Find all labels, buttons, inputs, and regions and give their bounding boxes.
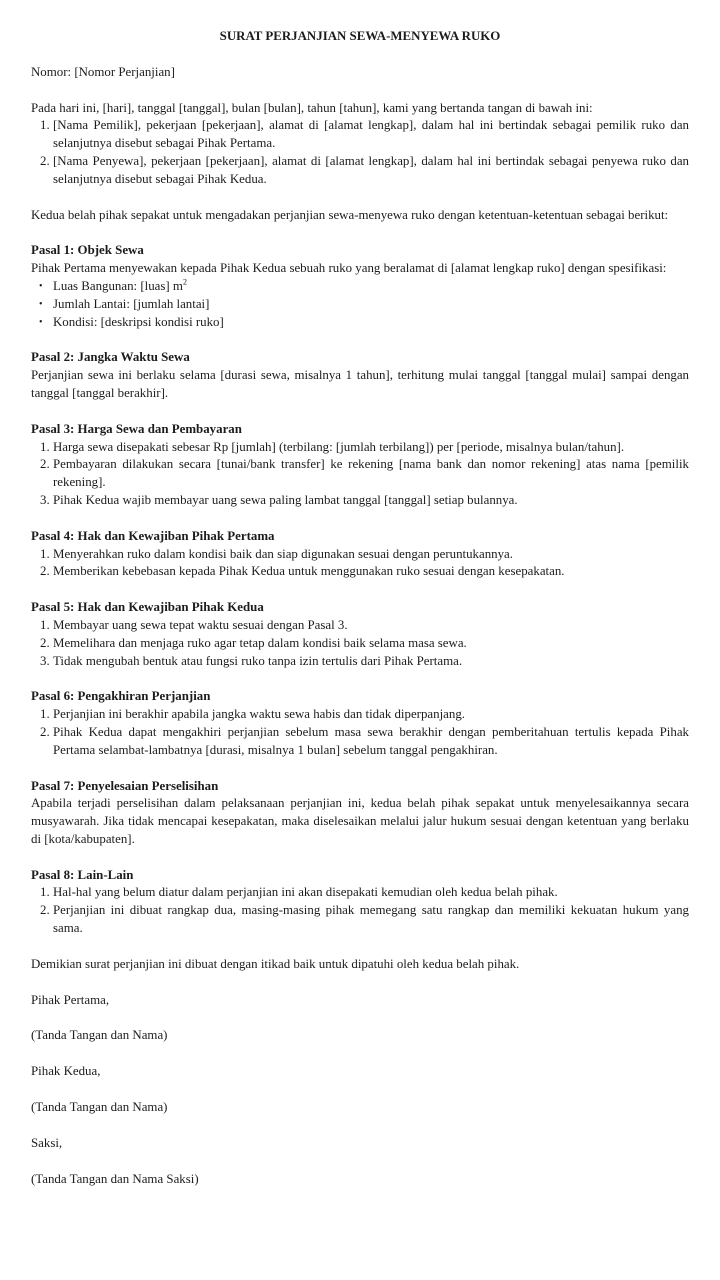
pasal-3-section (31, 421, 689, 510)
pasal-6-section (31, 688, 689, 759)
list-number: 2. (40, 564, 50, 579)
saksi-label: Saksi, (31, 1135, 63, 1150)
list-number: 1. (40, 707, 50, 722)
document (31, 28, 689, 1188)
section-heading: Pasal 2: Jangka Waktu Sewa (31, 350, 190, 365)
list-number: 1. (40, 439, 50, 454)
document-title: SURAT PERJANJIAN SEWA-MENYEWA RUKO (219, 29, 501, 43)
list-item: 2. Pihak Kedua dapat mengakhiri perjanjian sebelum masa sewa berakhir dengan pemberitahuan tertulis kepada Pihak Pertama selambat-lambatnya [durasi, misalnya 1 bulan] sebelum tanggal pengakhiran. (40, 724, 689, 757)
list-number: 1. (40, 885, 50, 900)
list-item: 1. Perjanjian ini berakhir apabila jangka waktu sewa habis dan tidak diperpanjang. (31, 706, 689, 724)
list-number: 2. (40, 903, 50, 918)
list-item: 1. Membayar uang sewa tepat waktu sesuai dengan Pasal 3. (31, 617, 689, 635)
list-number: 2. (40, 635, 50, 650)
numbered-list (31, 546, 689, 582)
list-number: 1. (40, 118, 50, 133)
list-number: 2. (40, 724, 50, 739)
list-item: 1. [Nama Pemilik], pekerjaan [pekerjaan], alamat di [alamat lengkap], dalam hal ini bertindak sebagai pemilik ruko dan selanjutnya disebut sebagai Pihak Pertama. (40, 118, 689, 151)
pihak-pertama-signature: (Tanda Tangan dan Nama) (31, 1028, 168, 1043)
numbered-list (31, 706, 689, 759)
pasal-7-section (31, 778, 689, 849)
pasal-1-section (31, 242, 689, 331)
section-heading: Pasal 8: Lain-Lain (31, 867, 134, 882)
pasal-4-section (31, 528, 689, 581)
numbered-list (31, 884, 689, 937)
parties-list (31, 117, 689, 188)
section-text: Perjanjian sewa ini berlaku selama [durasi sewa, misalnya 1 tahun], terhitung mulai tanggal [tanggal mulai] sampai dengan tanggal [tanggal berakhir]. (31, 368, 689, 400)
section-heading: Pasal 1: Objek Sewa (31, 243, 144, 258)
list-item: • Kondisi: [deskripsi kondisi ruko] (31, 314, 689, 332)
list-item: 2. Perjanjian ini dibuat rangkap dua, masing-masing pihak memegang satu rangkap dan memiliki kekuatan hukum yang sama. (40, 903, 689, 936)
pihak-kedua-label: Pihak Kedua, (31, 1064, 101, 1079)
pasal-5-section (31, 599, 689, 670)
agreement-intro: Kedua belah pihak sepakat untuk mengadakan perjanjian sewa-menyewa ruko dengan ketentuan-ketentuan sebagai berikut: (31, 207, 669, 222)
numbered-list (31, 617, 689, 670)
list-item: 2. [Nama Penyewa], pekerjaan [pekerjaan], alamat di [alamat lengkap], dalam hal ini bertindak sebagai penyewa ruko dan selanjutnya disebut sebagai Pihak Kedua. (40, 153, 689, 186)
list-item: 2. Memelihara dan menjaga ruko agar tetap dalam kondisi baik selama masa sewa. (31, 635, 689, 653)
specification-list (31, 278, 689, 331)
list-number: 2. (40, 153, 50, 168)
section-text: Pihak Pertama menyewakan kepada Pihak Kedua sebuah ruko yang beralamat di [alamat lengkap ruko] dengan spesifikasi: (31, 261, 667, 276)
list-number: 2. (40, 457, 50, 472)
section-heading: Pasal 6: Pengakhiran Perjanjian (31, 689, 211, 704)
opening-paragraph: Pada hari ini, [hari], tanggal [tanggal], bulan [bulan], tahun [tahun], kami yang bertanda tangan di bawah ini: (31, 100, 593, 115)
pihak-pertama-label: Pihak Pertama, (31, 992, 110, 1007)
list-number: 3. (40, 653, 50, 668)
section-heading: Pasal 3: Harga Sewa dan Pembayaran (31, 421, 242, 436)
list-item: 1. Hal-hal yang belum diatur dalam perjanjian ini akan disepakati kemudian oleh kedua belah pihak. (31, 884, 689, 902)
list-item: 3. Pihak Kedua wajib membayar uang sewa paling lambat tanggal [tanggal] setiap bulannya. (31, 492, 689, 510)
list-item: 3. Tidak mengubah bentuk atau fungsi ruko tanpa izin tertulis dari Pihak Pertama. (31, 653, 689, 671)
section-text: Apabila terjadi perselisihan dalam pelaksanaan perjanjian ini, kedua belah pihak sepakat untuk menyelesaikannya secara musyawarah. Jika tidak mencapai kesepakatan, maka diselesaikan melalui jalur hukum sesuai dengan ketentuan yang berlaku di [kota/kabupaten]. (31, 796, 689, 846)
list-number: 1. (40, 617, 50, 632)
section-heading: Pasal 4: Hak dan Kewajiban Pihak Pertama (31, 528, 275, 543)
agreement-number: Nomor: [Nomor Perjanjian] (31, 64, 175, 79)
list-number: 1. (40, 546, 50, 561)
list-number: 3. (40, 492, 50, 507)
list-item: 2. Memberikan kebebasan kepada Pihak Kedua untuk menggunakan ruko sesuai dengan kesepakatan. (31, 563, 689, 581)
closing-paragraph: Demikian surat perjanjian ini dibuat dengan itikad baik untuk dipatuhi oleh kedua belah pihak. (31, 956, 520, 971)
list-item: • Luas Bangunan: [luas] $m^2$ (31, 278, 689, 296)
numbered-list (31, 439, 689, 510)
list-item: 2. Pembayaran dilakukan secara [tunai/bank transfer] ke rekening [nama bank dan nomor rekening] atas nama [pemilik rekening]. (40, 457, 689, 490)
pihak-kedua-signature: (Tanda Tangan dan Nama) (31, 1100, 168, 1115)
saksi-signature: (Tanda Tangan dan Nama Saksi) (31, 1171, 199, 1186)
section-heading: Pasal 7: Penyelesaian Perselisihan (31, 778, 219, 793)
superscript: 2 (182, 277, 187, 287)
list-item: • Jumlah Lantai: [jumlah lantai] (31, 296, 689, 314)
list-item: 1. Harga sewa disepakati sebesar Rp [jumlah] (terbilang: [jumlah terbilang]) per [periode, misalnya bulan/tahun]. (31, 439, 689, 457)
pasal-8-section (31, 867, 689, 938)
pasal-2-section (31, 349, 689, 402)
list-item: 1. Menyerahkan ruko dalam kondisi baik dan siap digunakan sesuai dengan peruntukannya. (31, 546, 689, 564)
section-heading: Pasal 5: Hak dan Kewajiban Pihak Kedua (31, 600, 264, 615)
